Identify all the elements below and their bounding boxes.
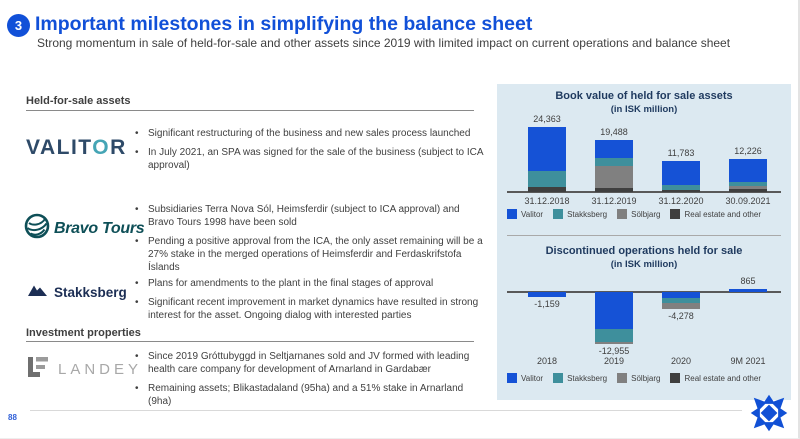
chart-legend bbox=[507, 373, 761, 383]
bar-segment bbox=[528, 292, 566, 297]
bullet-item: • Significant restructuring of the business and new sales process launched bbox=[133, 127, 485, 140]
x-axis-label: 31.12.2018 bbox=[524, 196, 570, 206]
valitor-logo-text: VALIT bbox=[26, 136, 93, 159]
bar-value-label: 12,226 bbox=[734, 146, 762, 157]
valitor-logo-text-end: R bbox=[110, 136, 127, 159]
bullet-item: • Subsidiaries Terra Nova Sól, Heimsferdir (subject to ICA approval) and Bravo Tours 1998 have been sold bbox=[133, 203, 485, 229]
bravo-tours-bullet-list bbox=[133, 203, 485, 280]
bullet-item: • Significant recent improvement in market dynamics have resulted in strong interest for the asset. Ongoing dialog with interested parties bbox=[133, 296, 485, 322]
bar-value-label: -4,278 bbox=[668, 311, 694, 322]
bar-value-label: 19,488 bbox=[600, 127, 628, 137]
legend-label: Valitor bbox=[521, 373, 544, 383]
bullet-item: • Since 2019 Gróttubyggd in Seltjarnanes sold and JV formed with leading health care company for development of Arnarland in Gardabær bbox=[133, 350, 485, 376]
legend-swatch bbox=[507, 373, 517, 383]
landey-bullet-list bbox=[133, 350, 485, 414]
x-axis-label: 2018 bbox=[536, 356, 558, 366]
legend-label: Stakksberg bbox=[567, 373, 608, 383]
legend-item bbox=[553, 373, 607, 383]
bar-segment bbox=[729, 289, 767, 292]
legend-label: Valitor bbox=[521, 209, 544, 219]
chart-title-book-value: Book value of held for sale assets bbox=[555, 90, 733, 102]
eight-point-star-logo bbox=[750, 394, 788, 432]
stakksberg-bullet-list bbox=[133, 277, 485, 328]
chart-subtitle-book-value: (in ISK million) bbox=[610, 104, 678, 115]
bravo-tours-logo-text: Bravo Tours bbox=[54, 219, 145, 237]
section-divider bbox=[26, 341, 474, 342]
section-header-investment-properties: Investment properties bbox=[26, 327, 141, 339]
page-number: 88 bbox=[8, 413, 17, 422]
x-axis-label: 31.12.2020 bbox=[658, 196, 704, 206]
charts-panel bbox=[497, 84, 791, 400]
discontinued-chart-plot bbox=[497, 84, 791, 400]
bravo-tours-logo bbox=[24, 213, 144, 244]
bar-segment bbox=[595, 292, 633, 329]
valitor-logo-accent-letter: O bbox=[92, 136, 111, 159]
footer-divider bbox=[30, 410, 742, 411]
bullet-item: • Pending a positive approval from the ICA, the only asset remaining will be a 27% stake in the merged operations of Heimsferdir and Ferdaskrifstofa Íslands bbox=[133, 235, 485, 274]
bar-segment bbox=[595, 342, 633, 344]
slide-number-badge: 3 bbox=[7, 14, 30, 37]
legend-item bbox=[617, 373, 660, 383]
x-axis-label: 31.12.2019 bbox=[591, 196, 637, 206]
x-axis-label: 9M 2021 bbox=[730, 356, 766, 366]
valitor-logo bbox=[26, 136, 127, 160]
stakksberg-logo-text: Stakksberg bbox=[54, 285, 127, 300]
bullet-item: • In July 2021, an SPA was signed for the sale of the business (subject to ICA approval) bbox=[133, 146, 485, 172]
swirl-globe-icon bbox=[24, 213, 50, 244]
chart-subtitle-discontinued: (in ISK million) bbox=[610, 259, 678, 270]
x-axis-label: 2019 bbox=[603, 356, 625, 366]
bar-value-label: -12,955 bbox=[598, 346, 630, 356]
x-axis-label: 30.09.2021 bbox=[725, 196, 771, 206]
legend-swatch bbox=[553, 373, 563, 383]
legend-label: Stakksberg bbox=[567, 209, 608, 219]
bar-value-label: 865 bbox=[740, 275, 756, 286]
bar-value-label: 24,363 bbox=[533, 114, 561, 124]
bar-value-label: 11,783 bbox=[667, 147, 695, 158]
landey-logo-text: LANDEY bbox=[58, 361, 143, 378]
legend-label: Real estate and other bbox=[684, 373, 761, 383]
bar-value-label: -1,159 bbox=[534, 298, 560, 309]
legend-item bbox=[507, 373, 543, 383]
bar-segment bbox=[595, 329, 633, 342]
landey-logo bbox=[26, 355, 142, 384]
legend-label: Sölbjarg bbox=[631, 373, 661, 383]
le-monogram-icon bbox=[26, 355, 50, 384]
mountain-icon bbox=[28, 283, 48, 302]
legend-label: Sölbjarg bbox=[631, 209, 661, 219]
valitor-bullet-list bbox=[133, 127, 485, 178]
legend-label: Real estate and other bbox=[684, 209, 761, 219]
slide-subtitle: Strong momentum in sale of held-for-sale and other assets since 2019 with limited impact on current operations and balance sheet bbox=[37, 36, 731, 50]
section-divider bbox=[26, 110, 474, 111]
bullet-item: • Remaining assets; Blikastadaland (95ha) and a 51% stake in Arnarland (9ha) bbox=[133, 382, 485, 408]
stakksberg-logo bbox=[28, 283, 127, 302]
bar-segment bbox=[662, 303, 700, 309]
legend-swatch bbox=[670, 373, 680, 383]
slide-title: Important milestones in simplifying the balance sheet bbox=[35, 13, 533, 35]
bullet-item: • Plans for amendments to the plant in the final stages of approval bbox=[133, 277, 485, 290]
chart-title-discontinued: Discontinued operations held for sale bbox=[545, 245, 743, 257]
legend-item bbox=[670, 373, 761, 383]
x-axis-label: 2020 bbox=[670, 356, 692, 366]
legend-swatch bbox=[617, 373, 627, 383]
section-header-held-for-sale: Held-for-sale assets bbox=[26, 95, 131, 107]
